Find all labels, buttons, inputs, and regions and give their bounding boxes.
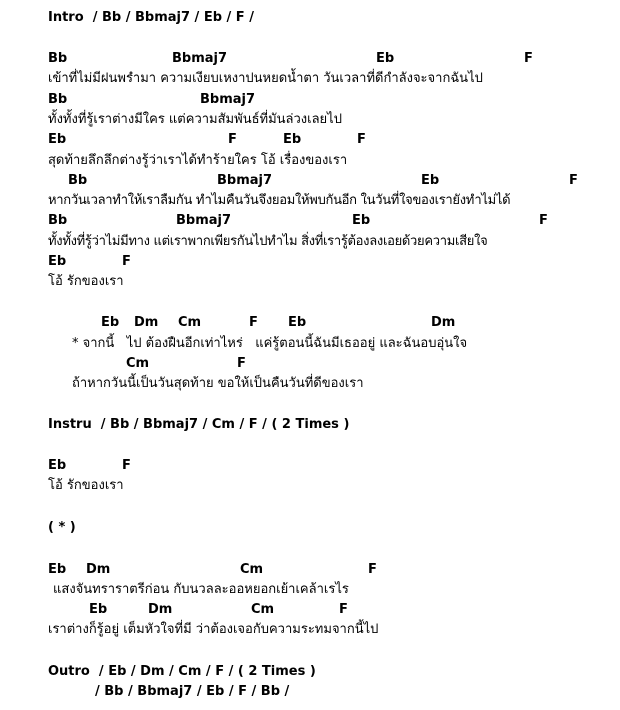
lyric: แสงจันทราราตรีก่อน กับนวลละออหยอกเย้าเคล้าเรไร [53,582,349,597]
chord: Eb [48,254,67,269]
chord: Bb [48,213,68,228]
chord: F [122,254,131,269]
lyric: โอ้ รักของเรา [48,274,124,289]
chord: Cm [178,315,202,330]
lyric: เราต่างก็รู้อยู่ เต็มหัวใจที่มี ว่าต้องเจอกับความระทมจากนี้ไป [48,622,379,637]
chord: Eb [352,213,371,228]
lyric: ทั้งทั้งที่รู้ว่าไม่มีทาง แต่เราพากเพียรกันไปทำไม สิ่งที่เรารู้ต้องลงเอยด้วยความเสียใจ [48,234,488,249]
chord: Bbmaj7 [172,51,228,66]
chord: Bb [68,173,88,188]
chord: Dm [148,602,173,617]
chord: Cm [251,602,275,617]
lyric: ทั้งทั้งที่รู้เราต่างมีใคร แต่ความสัมพันธ์ที่มันล่วงเลยไป [48,112,342,127]
chord: Eb [48,458,67,473]
outro-line-1: Outro / Eb / Dm / Cm / F / ( 2 Times ) [48,664,316,679]
chord: F [249,315,258,330]
chord: Eb [89,602,108,617]
lyric: สุดท้ายลึกลึกต่างรู้ว่าเราได้ทำร้ายใคร โอ้ เรื่องของเรา [48,153,348,168]
chord: F [357,132,366,147]
chord: Bbmaj7 [200,92,256,107]
chord: F [237,356,246,371]
chord: Eb [421,173,440,188]
chord: Bbmaj7 [217,173,273,188]
lyric: * จากนี้ ไป ต้องฝืนอีกเท่าไหร่ แค่รู้ตอนนี้ฉันมีเธออยู่ และฉันอบอุ่นใจ [72,336,468,351]
chord: Bb [48,51,68,66]
chord: Eb [48,132,67,147]
lyric: หากวันเวลาทำให้เราลืมกัน ทำไมคืนวันจึงยอมให้พบกันอีก ในวันที่ใจของเรายังทำไม่ได้ [48,193,511,208]
chord: F [339,602,348,617]
chord: F [368,562,377,577]
chord: Bb [48,92,68,107]
intro-line: Intro / Bb / Bbmaj7 / Eb / F / [48,10,254,25]
chord: Eb [48,562,67,577]
lyric: ถ้าหากวันนี้เป็นวันสุดท้าย ขอให้เป็นคืนวันที่ดีของเรา [72,376,364,391]
chord: Eb [101,315,120,330]
chord: Dm [431,315,456,330]
chord: Cm [240,562,264,577]
chord: F [539,213,548,228]
repeat-mark: ( * ) [48,520,76,535]
chord: F [122,458,131,473]
instru-line: Instru / Bb / Bbmaj7 / Cm / F / ( 2 Times ) [48,417,350,432]
chord: F [524,51,533,66]
chord: Cm [126,356,150,371]
chord: Dm [134,315,159,330]
chord: Eb [283,132,302,147]
lyric: เข้าที่ไม่มีฝนพรำมา ความเงียบเหงาปนหยดน้ำตา วันเวลาที่ดีกำลังจะจากฉันไป [48,71,483,86]
chord: Eb [288,315,307,330]
chord: Eb [376,51,395,66]
lyric: โอ้ รักของเรา [48,478,124,493]
outro-line-2: / Bb / Bbmaj7 / Eb / F / Bb / [95,684,290,699]
chord: F [228,132,237,147]
chord: F [569,173,578,188]
chord: Bbmaj7 [176,213,232,228]
chord: Dm [86,562,111,577]
